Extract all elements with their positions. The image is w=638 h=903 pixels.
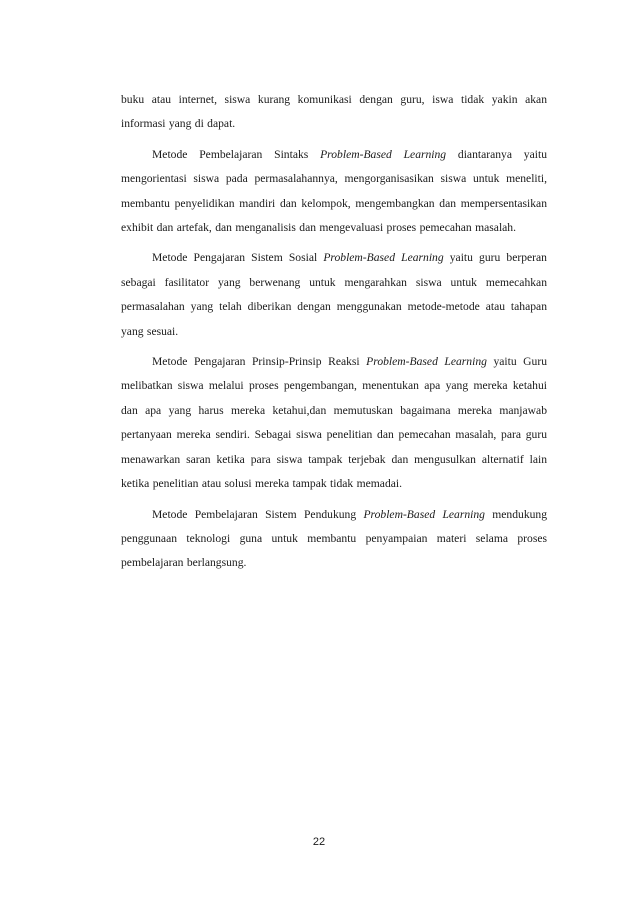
paragraph-1 xyxy=(121,88,547,137)
paragraph-4-text-b: yaitu Guru melibatkan siswa melalui proses pengembangan, menentukan apa yang mereka ketahui dan apa yang harus mereka ketahui,dan memutuskan bagaimana mereka manjawab pertanyaan mereka sendiri. Sebagai siswa penelitian dan pemecahan masalah, para guru menawarkan saran ketika para siswa tampak terjebak dan mengusulkan alternatif lain ketika penelitian atau solusi mereka tampak tidak memadai. xyxy=(121,355,547,491)
body-text xyxy=(121,88,547,576)
paragraph-5-term: Problem-Based Learning xyxy=(363,507,485,521)
paragraph-2 xyxy=(121,143,547,241)
paragraph-3 xyxy=(121,246,547,344)
paragraph-4-text-a: Metode Pengajaran Prinsip-Prinsip Reaksi xyxy=(152,355,367,369)
paragraph-3-text-a: Metode Pengajaran Sistem Sosial xyxy=(152,251,324,265)
paragraph-5-text-b: mendukung penggunaan teknologi guna untuk membantu penyampaian materi selama proses pembelajaran berlangsung. xyxy=(121,507,548,570)
paragraph-2-term: Problem-Based Learning xyxy=(320,147,447,161)
paragraph-5 xyxy=(121,503,547,576)
paragraph-3-text-b: yaitu guru berperan sebagai fasilitator yang berwenang untuk mengarahkan siswa untuk memecahkan permasalahan yang telah diberikan dengan menggunakan metode-metode atau tahapan yang sesuai. xyxy=(121,251,547,338)
paragraph-4-term: Problem-Based Learning xyxy=(366,355,487,369)
paragraph-3-term: Problem-Based Learning xyxy=(323,251,444,265)
paragraph-2-text-a: Metode Pembelajaran Sintaks xyxy=(152,147,321,161)
paragraph-5-text-a: Metode Pembelajaran Sistem Pendukung xyxy=(152,507,364,521)
page-number: 22 xyxy=(312,836,326,848)
paragraph-4 xyxy=(121,350,547,496)
paragraph-2-text-b: diantaranya yaitu mengorientasi siswa pada permasalahannya, mengorganisasikan siswa untuk meneliti, membantu penyelidikan mandiri dan kelompok, mengembangkan dan mempersentasikan exhibit dan artefak, dan menganalisis dan mengevaluasi proses pemecahan masalah. xyxy=(121,147,547,235)
paragraph-1-text: buku atau internet, siswa kurang komunikasi dengan guru, iswa tidak yakin akan informasi yang di dapat. xyxy=(121,93,547,131)
